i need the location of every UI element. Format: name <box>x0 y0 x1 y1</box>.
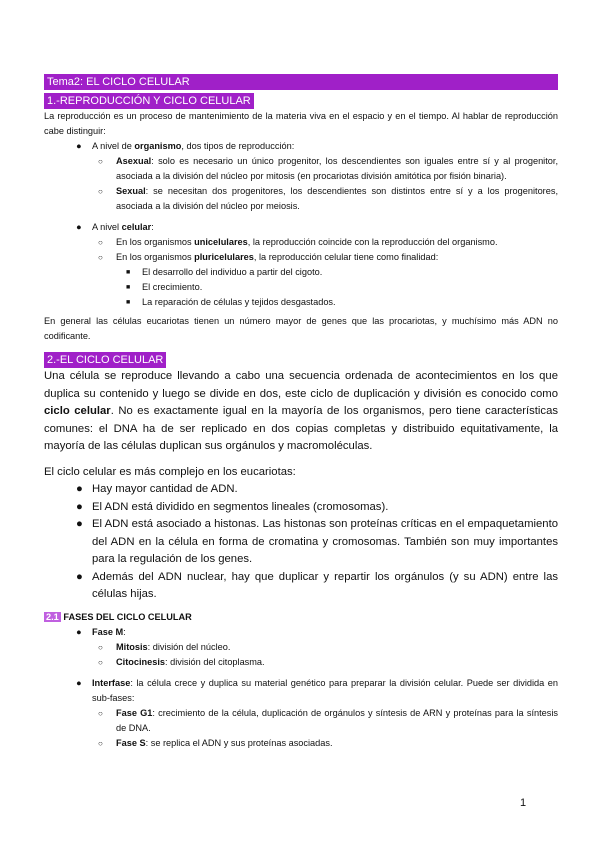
list-item: ● Además del ADN nuclear, hay que duplicar y repartir los orgánulos (y su ADN) entre las células hijas. <box>76 570 558 600</box>
document-page <box>44 74 558 751</box>
list-item: ● Fase M: ○ Mitosis: división del núcleo. ○ Citocinesis: división del citoplasma. <box>44 625 558 670</box>
eukaryote-list <box>44 481 558 604</box>
reproduction-levels-list <box>44 139 558 310</box>
bullet-disc-icon: ● <box>76 483 83 495</box>
section-1-intro: La reproducción es un proceso de mantenimiento de la materia viva en el espacio y en el tiempo. Al hablar de reproducción cabe distinguir: <box>44 111 558 136</box>
list-item: ● A nivel de organismo, dos tipos de reproducción: ○ Asexual: solo es necesario un único progenitor, los descendientes son iguales entre sí y al progenitor, asociada a la división del núcleo por mitosis (en procariotas división amitótica por fisión binaria). ○ Sexual: se necesitan dos progenitores, los descendientes son distintos entre sí y a los progenitores, asociada a la división del núcleo por meiosis. <box>44 139 558 214</box>
list-item: ● A nivel celular: ○ En los organismos unicelulares, la reproducción coincide con la reproducción del organismo. ○ En los organismos pluricelulares, la reproducción celular tiene como finalidad: ■ El desarrollo del individuo a partir del cigoto. ■ El crecimiento. ■ La reparación de células y tejidos desgastados. <box>44 220 558 310</box>
bullet-circle-icon: ○ <box>98 708 103 718</box>
bullet-disc-icon: ● <box>76 518 83 530</box>
list-item: ○ Fase G1: crecimiento de la célula, duplicación de orgánulos y síntesis de ARN y proteínas para la síntesis de DNA. <box>98 707 559 733</box>
bullet-circle-icon: ○ <box>98 253 103 262</box>
list-item: ● El ADN está dividido en segmentos lineales (cromosomas). <box>44 499 558 517</box>
list-item: ■ La reparación de células y tejidos desgastados. <box>44 295 558 310</box>
list-item: ○ En los organismos unicelulares, la reproducción coincide con la reproducción del organismo. <box>44 235 558 250</box>
section-2-heading: 2.-EL CICLO CELULAR <box>44 352 166 368</box>
list-item: ○ Asexual: solo es necesario un único progenitor, los descendientes son iguales entre sí y al progenitor, asociada a la división del núcleo por mitosis (en procariotas división amitótica por fisión binaria). <box>98 156 558 181</box>
bullet-disc-icon: ● <box>76 677 82 688</box>
bullet-square-icon: ■ <box>126 269 131 276</box>
list-item: ● Interfase: la célula crece y duplica su material genético para preparar la división celular. Puede ser dividida en sub-fases: ○ Fase G1: crecimiento de la célula, duplicación de orgánulos y síntesis de ARN y proteínas para la síntesis de DNA. ○ Fase S: se replica el ADN y sus proteínas asociadas. <box>44 676 558 751</box>
bullet-square-icon: ■ <box>126 299 131 306</box>
document-title: Tema2: EL CICLO CELULAR <box>44 74 558 90</box>
bullet-disc-icon: ● <box>76 626 82 637</box>
subsection-2-1-heading: 2.1 FASES DEL CICLO CELULAR <box>46 611 192 622</box>
section-2-paragraph-2: El ciclo celular es más complejo en los eucariotas: <box>44 465 296 478</box>
bullet-circle-icon: ○ <box>98 738 103 748</box>
section-1-heading: 1.-REPRODUCCIÓN Y CICLO CELULAR <box>44 93 254 109</box>
bullet-disc-icon: ● <box>76 570 83 583</box>
list-item: ○ En los organismos pluricelulares, la reproducción celular tiene como finalidad: ■ El desarrollo del individuo a partir del cigoto. ■ El crecimiento. ■ La reparación de células y tejidos desgastados. <box>44 250 558 310</box>
section-1-closing: En general las células eucariotas tienen un número mayor de genes que las procariotas, y muchísimo más ADN no codificante. <box>44 316 558 341</box>
bullet-disc-icon: ● <box>76 222 82 232</box>
section-2-paragraph-1: Una célula se reproduce llevando a cabo una secuencia ordenada de acontecimientos en los que duplica su contenido y luego se divide en dos, este ciclo de duplicación y división es conocido como ciclo celular. No es exactamente igual en la mayoría de los organismos, pero tiene características comunes: el DNA ha de ser replicado en dos copias completas y distribuido equitativamente, la mayoría de las células duplican sus orgánulos y macromoléculas. <box>44 370 559 452</box>
bullet-circle-icon: ○ <box>98 238 103 247</box>
bullet-circle-icon: ○ <box>98 157 103 166</box>
bullet-square-icon: ■ <box>126 284 131 291</box>
bullet-circle-icon: ○ <box>98 657 103 667</box>
list-item: ● Hay mayor cantidad de ADN. <box>44 481 558 499</box>
phases-list <box>44 625 558 751</box>
list-item: ○ Fase S: se replica el ADN y sus proteínas asociadas. <box>44 736 558 751</box>
list-item: ○ Citocinesis: división del citoplasma. <box>44 655 558 670</box>
list-item: ○ Sexual: se necesitan dos progenitores, los descendientes son distintos entre sí y a los progenitores, asociada a la división del núcleo por meiosis. <box>98 186 558 211</box>
list-item: ■ El desarrollo del individuo a partir del cigoto. <box>44 265 558 280</box>
page-number: 1 <box>520 797 527 809</box>
list-item: ● El ADN está asociado a histonas. Las histonas son proteínas críticas en el empaquetamiento del ADN en la célula en forma de cromatina y cromosomas. También son muy importantes para la regulación de los genes. <box>76 518 558 565</box>
bullet-circle-icon: ○ <box>98 642 103 652</box>
bullet-disc-icon: ● <box>76 500 83 513</box>
bullet-disc-icon: ● <box>76 141 82 151</box>
list-item: ○ Mitosis: división del núcleo. <box>44 640 558 655</box>
list-item: ■ El crecimiento. <box>44 280 558 295</box>
bullet-circle-icon: ○ <box>98 187 103 196</box>
